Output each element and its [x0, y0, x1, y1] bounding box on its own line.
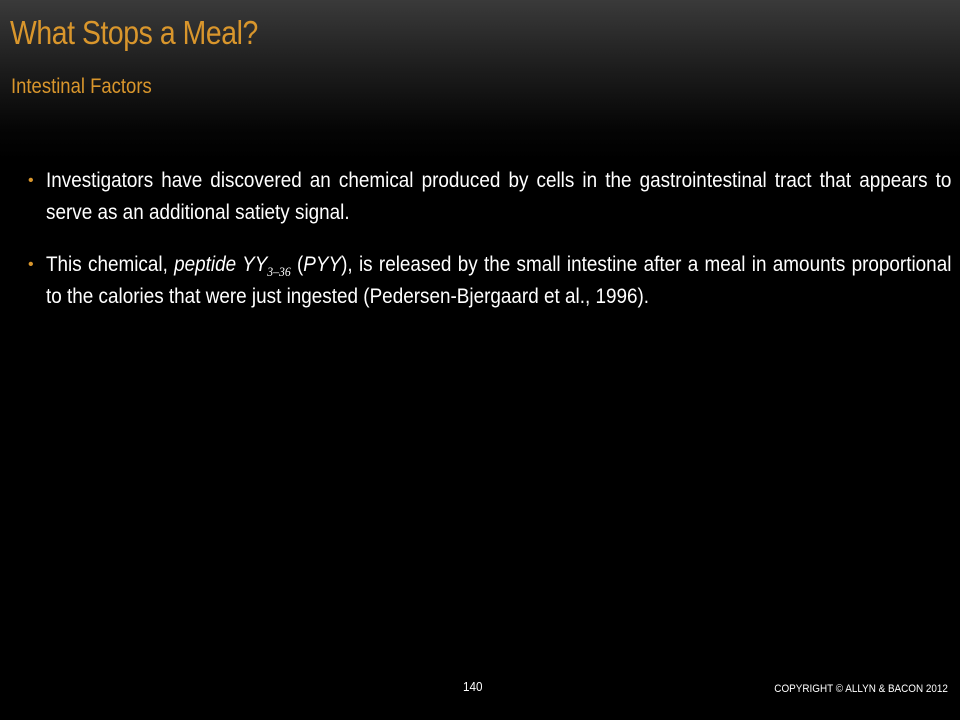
bullet-text: Investigators have discovered an chemical produced by cells in the gastrointestinal tract that appears to serve as an additional satiety signal.	[46, 169, 952, 224]
page-number: 140	[463, 679, 483, 694]
bullet-item	[20, 165, 952, 229]
bullet-item	[20, 249, 952, 313]
slide-title: What Stops a Meal?	[10, 14, 258, 51]
bullet-icon: •	[28, 256, 34, 273]
copyright-notice: COPYRIGHT © ALLYN & BACON 2012	[774, 683, 948, 695]
peptide-abbrev: PYY	[303, 253, 342, 276]
bullet-list	[20, 165, 952, 333]
slide-subtitle: Intestinal Factors	[11, 75, 152, 98]
bullet-text	[46, 249, 951, 313]
paren-open: (	[290, 253, 304, 276]
peptide-name: peptide YY	[174, 253, 268, 276]
bullet-text-prefix: This chemical,	[46, 253, 175, 276]
peptide-subscript: 3–36	[267, 264, 291, 279]
bullet-text-rest: ), is released by the small intestine after a meal in amounts proportional to the calories that were just ingested (Pedersen-Bjergaard et al., 1996).	[46, 253, 952, 308]
bullet-icon: •	[28, 172, 34, 189]
